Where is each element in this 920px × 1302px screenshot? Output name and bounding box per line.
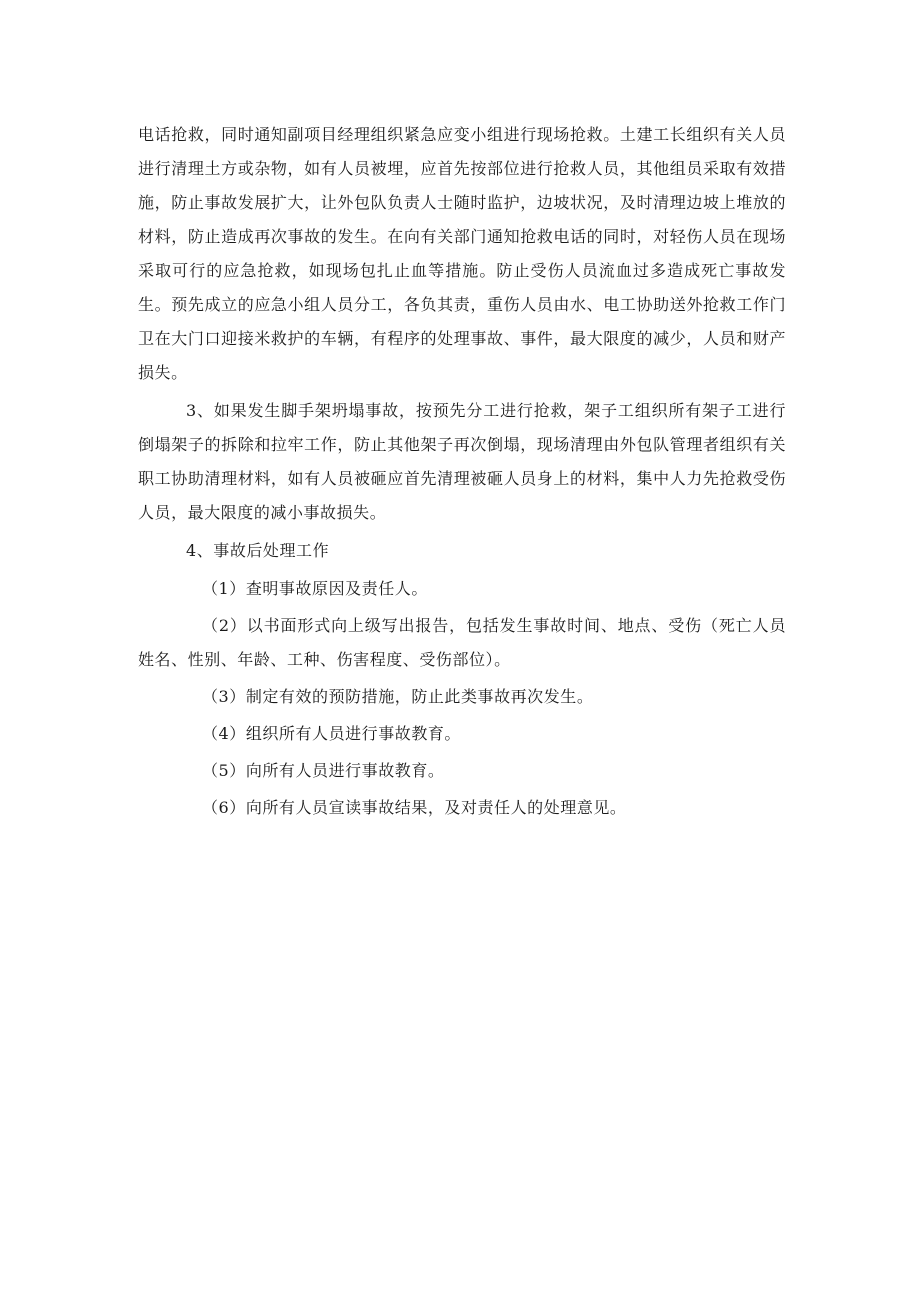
document-body [138, 118, 786, 828]
list-item: （5）向所有人员进行事故教育。 [202, 761, 445, 780]
section-heading-post-accident: 4、事故后处理工作 [186, 541, 330, 560]
list-item: （6）向所有人员宣读事故结果，及对责任人的处理意见。 [202, 798, 627, 817]
paragraph-continuation: 电话抢救，同时通知副项目经理组织紧急应变小组进行现场抢救。土建工长组织有关人员进行清理土方或杂物，如有人员被埋，应首先按部位进行抢救人员，其他组员采取有效措施，防止事故发展扩大，让外包队负责人士随时监护，边坡状况，及时清理边坡上堆放的材料，防止造成再次事故的发生。在向有关部门通知抢救电话的同时，对轻伤人员在现场采取可行的应急抢救，如现场包扎止血等措施。防止受伤人员流血过多造成死亡事故发生。预先成立的应急小组人员分工，各负其责，重伤人员由水、电工协助送外抢救工作门卫在大门口迎接米救护的车辆，有程序的处理事故、事件，最大限度的减少，人员和财产损失。 [138, 125, 786, 382]
list-item: （1）查明事故原因及责任人。 [202, 579, 428, 598]
list-item: （3）制定有效的预防措施，防止此类事故再次发生。 [202, 687, 594, 706]
paragraph-scaffold-collapse: 3、如果发生脚手架坍塌事故，按预先分工进行抢救，架子工组织所有架子工进行倒塌架子的拆除和拉牢工作，防止其他架子再次倒塌，现场清理由外包队管理者组织有关职工协助清理材料，如有人员被砸应首先清理被砸人员身上的材料，集中人力先抢救受伤人员，最大限度的减小事故损失。 [138, 401, 786, 522]
list-item: （4）组织所有人员进行事故教育。 [202, 724, 461, 743]
list-item: （2）以书面形式向上级写出报告，包括发生事故时间、地点、受伤（死亡人员姓名、性别、年龄、工种、伤害程度、受伤部位）。 [138, 616, 786, 669]
